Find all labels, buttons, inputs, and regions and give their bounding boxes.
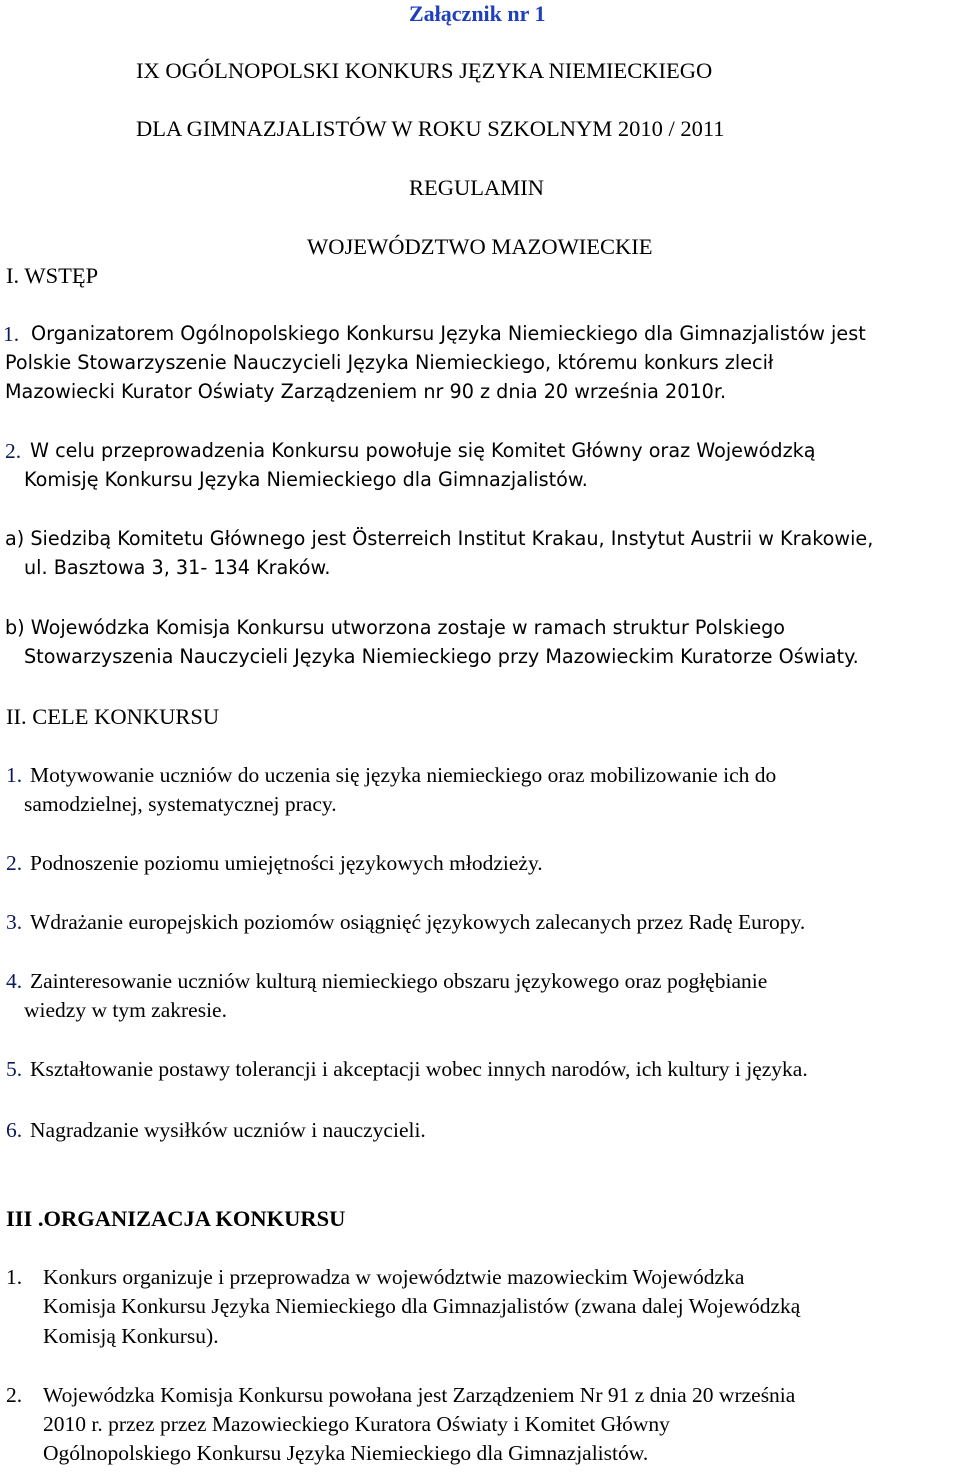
item-line: Komisja Konkursu Języka Niemieckiego dla Gimnazjalistów (zwana dalej Wojewódzką [43,1294,801,1318]
section-3-heading: III .ORGANIZACJA KONKURSU [6,1206,346,1231]
title-line-1: IX OGÓLNOPOLSKI KONKURS JĘZYKA NIEMIECKIEGO [136,58,713,83]
item-number: 2. [6,851,23,875]
title-regulamin: REGULAMIN [409,175,544,200]
section-1-heading: I. WSTĘP [6,263,99,288]
item-line: Ogólnopolskiego Konkursu Języka Niemieckiego dla Gimnazjalistów. [43,1441,649,1465]
item-number: 4. [6,969,23,993]
paragraph-line: Komisję Konkursu Języka Niemieckiego dla Gimnazjalistów. [24,468,588,491]
item-number: 1. [6,763,23,787]
item-line: Motywowanie uczniów do uczenia się języka niemieckiego oraz mobilizowanie ich do [30,763,777,787]
item-line: Konkurs organizuje i przeprowadza w województwie mazowieckim Wojewódzka [43,1265,745,1289]
item-line: Podnoszenie poziomu umiejętności językowych młodzieży. [30,851,543,875]
item-line: Zainteresowanie uczniów kulturą niemieckiego obszaru językowego oraz pogłębianie [30,969,768,993]
paragraph-line: a) Siedzibą Komitetu Głównego jest Österreich Institut Krakau, Instytut Austrii w Krakowie, [5,527,874,550]
item-number: 1. [6,1265,23,1289]
paragraph-line: Mazowiecki Kurator Oświaty Zarządzeniem nr 90 z dnia 20 września 2010r. [5,380,727,403]
title-region: WOJEWÓDZTWO MAZOWIECKIE [307,234,653,259]
paragraph-number: 2. [5,439,22,463]
item-line: Wdrażanie europejskich poziomów osiągnięć językowych zalecanych przez Radę Europy. [30,910,806,934]
item-number: 3. [6,910,23,934]
title-line-2: DLA GIMNAZJALISTÓW W ROKU SZKOLNYM 2010 / 2011 [136,116,725,141]
item-number: 5. [6,1057,23,1081]
item-line: wiedzy w tym zakresie. [24,998,227,1022]
paragraph-line: Organizatorem Ogólnopolskiego Konkursu Języka Niemieckiego dla Gimnazjalistów jest [31,322,866,345]
section-2-heading: II. CELE KONKURSU [6,704,220,729]
paragraph-line: Stowarzyszenia Nauczycieli Języka Niemieckiego przy Mazowieckim Kuratorze Oświaty. [24,645,859,668]
item-line: Wojewódzka Komisja Konkursu powołana jest Zarządzeniem Nr 91 z dnia 20 września [43,1383,796,1407]
item-line: Nagradzanie wysiłków uczniów i nauczycieli. [30,1118,426,1142]
item-line: 2010 r. przez przez Mazowieckiego Kuratora Oświaty i Komitet Główny [43,1412,670,1436]
item-line: Kształtowanie postawy tolerancji i akceptacji wobec innych narodów, ich kultury i języka. [30,1057,808,1081]
item-number: 2. [6,1383,23,1407]
paragraph-line: b) Wojewódzka Komisja Konkursu utworzona zostaje w ramach struktur Polskiego [5,616,786,639]
item-line: samodzielnej, systematycznej pracy. [24,792,337,816]
item-number: 6. [6,1118,23,1142]
paragraph-line: W celu przeprowadzenia Konkursu powołuje się Komitet Główny oraz Wojewódzką [30,439,816,462]
paragraph-line: ul. Basztowa 3, 31- 134 Kraków. [24,556,331,579]
item-line: Komisją Konkursu). [43,1324,219,1348]
paragraph-line: Polskie Stowarzyszenie Nauczycieli Języka Niemieckiego, któremu konkurs zlecił [5,351,774,374]
paragraph-number: 1. [3,322,20,346]
annex-label: Załącznik nr 1 [409,1,546,26]
